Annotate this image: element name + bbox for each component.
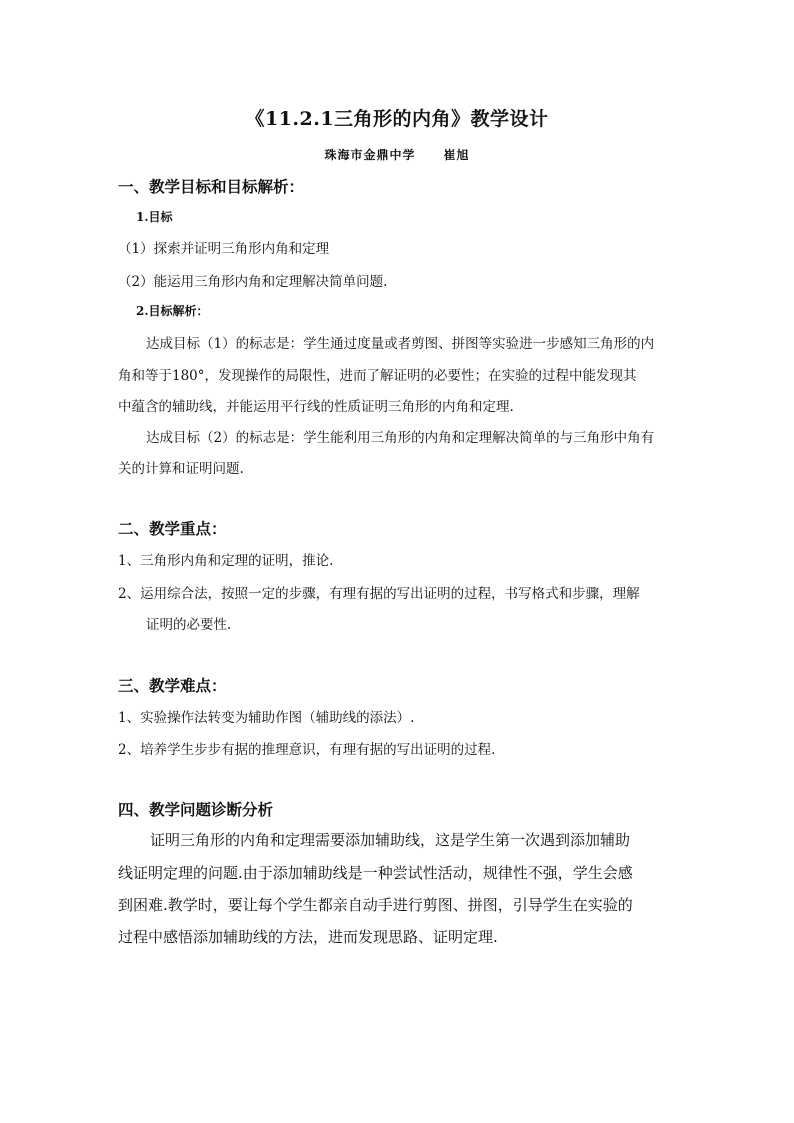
- key-point-2-line1: 2、运用综合法，按照一定的步骤，有理有据的写出证明的过程，书写格式和步骤，理解: [118, 586, 640, 602]
- difficulty-2: 2、培养学生步步有据的推理意识，有理有据的写出证明的过程.: [118, 742, 496, 758]
- author-name: 崔旭: [443, 148, 470, 162]
- analysis-p1-line1: 达成目标（1）的标志是：学生通过度量或者剪图、拼图等实验进一步感知三角形的内: [146, 336, 655, 352]
- goal-2: （2）能运用三角形内角和定理解决简单问题.: [118, 274, 388, 290]
- difficulty-1: 1、实验操作法转变为辅助作图（辅助线的添法）.: [118, 710, 415, 726]
- diagnosis-line4: 过程中感悟添加辅助线的方法，进而发现思路、证明定理.: [118, 928, 498, 946]
- analysis-label: 2.目标解析：: [136, 304, 209, 318]
- author-school: 珠海市金鼎中学: [324, 148, 416, 162]
- section4-heading: 四、教学问题诊断分析: [118, 800, 274, 819]
- analysis-p1-line3: 中蕴含的辅助线，并能运用平行线的性质证明三角形的内角和定理.: [118, 399, 514, 415]
- analysis-p1-line2: 角和等于180°，发现操作的局限性，进而了解证明的必要性；在实验的过程中能发现其: [118, 368, 637, 384]
- diagnosis-line2: 线证明定理的问题.由于添加辅助线是一种尝试性活动，规律性不强，学生会感: [118, 864, 633, 882]
- section1-heading: 一、教学目标和目标解析：: [118, 177, 305, 196]
- key-point-2-line2: 证明的必要性.: [146, 617, 232, 633]
- diagnosis-line1: 证明三角形的内角和定理需要添加辅助线，这是学生第一次遇到添加辅助: [150, 831, 631, 849]
- author-line: [0, 146, 794, 163]
- section3-heading: 三、教学难点：: [118, 676, 227, 695]
- page-title: 《11.2.1三角形的内角》教学设计: [245, 108, 549, 130]
- analysis-p2-line1: 达成目标（2）的标志是：学生能利用三角形的内角和定理解决简单的与三角形中角有: [146, 430, 655, 446]
- goal-1: （1）探索并证明三角形内角和定理: [118, 241, 330, 257]
- section2-heading: 二、教学重点：: [118, 519, 227, 538]
- key-point-1: 1、三角形内角和定理的证明，推论.: [118, 553, 334, 569]
- analysis-p2-line2: 关的计算和证明问题.: [118, 461, 244, 477]
- goals-label: 1.目标: [136, 210, 173, 224]
- diagnosis-line3: 到困难.教学时，要让每个学生都亲自动手进行剪图、拼图，引导学生在实验的: [118, 896, 633, 914]
